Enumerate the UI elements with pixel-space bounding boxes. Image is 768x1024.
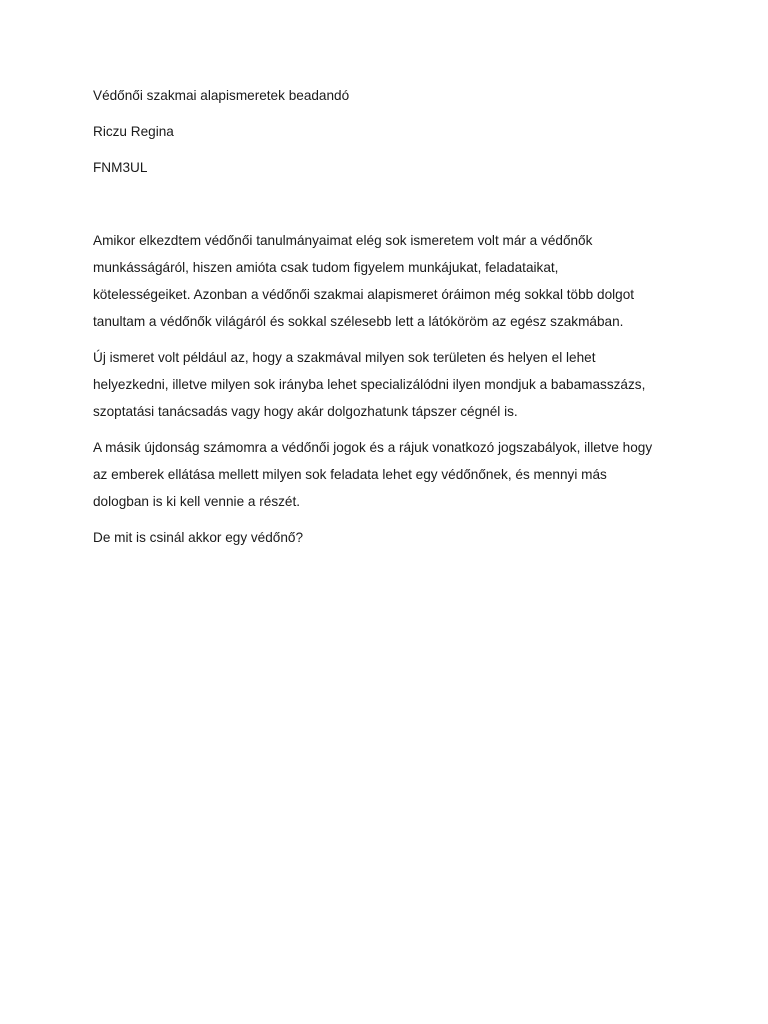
document-body xyxy=(93,86,683,560)
paragraph-line: szoptatási tanácsadás vagy hogy akár dolgozhatunk tápszer cégnél is. xyxy=(93,404,518,419)
paragraph-line: A másik újdonság számomra a védőnői jogok és a rájuk vonatkozó jogszabályok, illetve hogy xyxy=(93,440,653,455)
document-title: Védőnői szakmai alapismeretek beadandó xyxy=(93,88,350,103)
paragraph-line: kötelességeiket. Azonban a védőnői szakmai alapismeret óráimon még sokkal több dolgot xyxy=(93,287,635,302)
paragraph-1 xyxy=(93,227,683,335)
paragraph-line: munkásságáról, hiszen amióta csak tudom figyelem munkájukat, feladataikat, xyxy=(93,260,559,275)
paragraph-line: Amikor elkezdtem védőnői tanulmányaimat elég sok ismeretem volt már a védőnők xyxy=(93,233,593,248)
header-spacer xyxy=(93,194,683,227)
author-name: Riczu Regina xyxy=(93,124,174,139)
paragraph-2 xyxy=(93,344,683,425)
paragraph-3 xyxy=(93,434,683,515)
paragraph-line: helyezkedni, illetve milyen sok irányba lehet specializálódni ilyen mondjuk a babamasszázs, xyxy=(93,377,646,392)
paragraph-line: tanultam a védőnők világáról és sokkal szélesebb lett a látóköröm az egész szakmában. xyxy=(93,314,624,329)
paragraph-line: De mit is csinál akkor egy védőnő? xyxy=(93,530,304,545)
paragraph-line: dologban is ki kell vennie a részét. xyxy=(93,494,301,509)
paragraph-4 xyxy=(93,524,683,551)
student-code: FNM3UL xyxy=(93,160,148,175)
paragraph-line: az emberek ellátása mellett milyen sok feladata lehet egy védőnőnek, és mennyi más xyxy=(93,467,607,482)
paragraph-line: Új ismeret volt például az, hogy a szakmával milyen sok területen és helyen el lehet xyxy=(93,350,596,365)
